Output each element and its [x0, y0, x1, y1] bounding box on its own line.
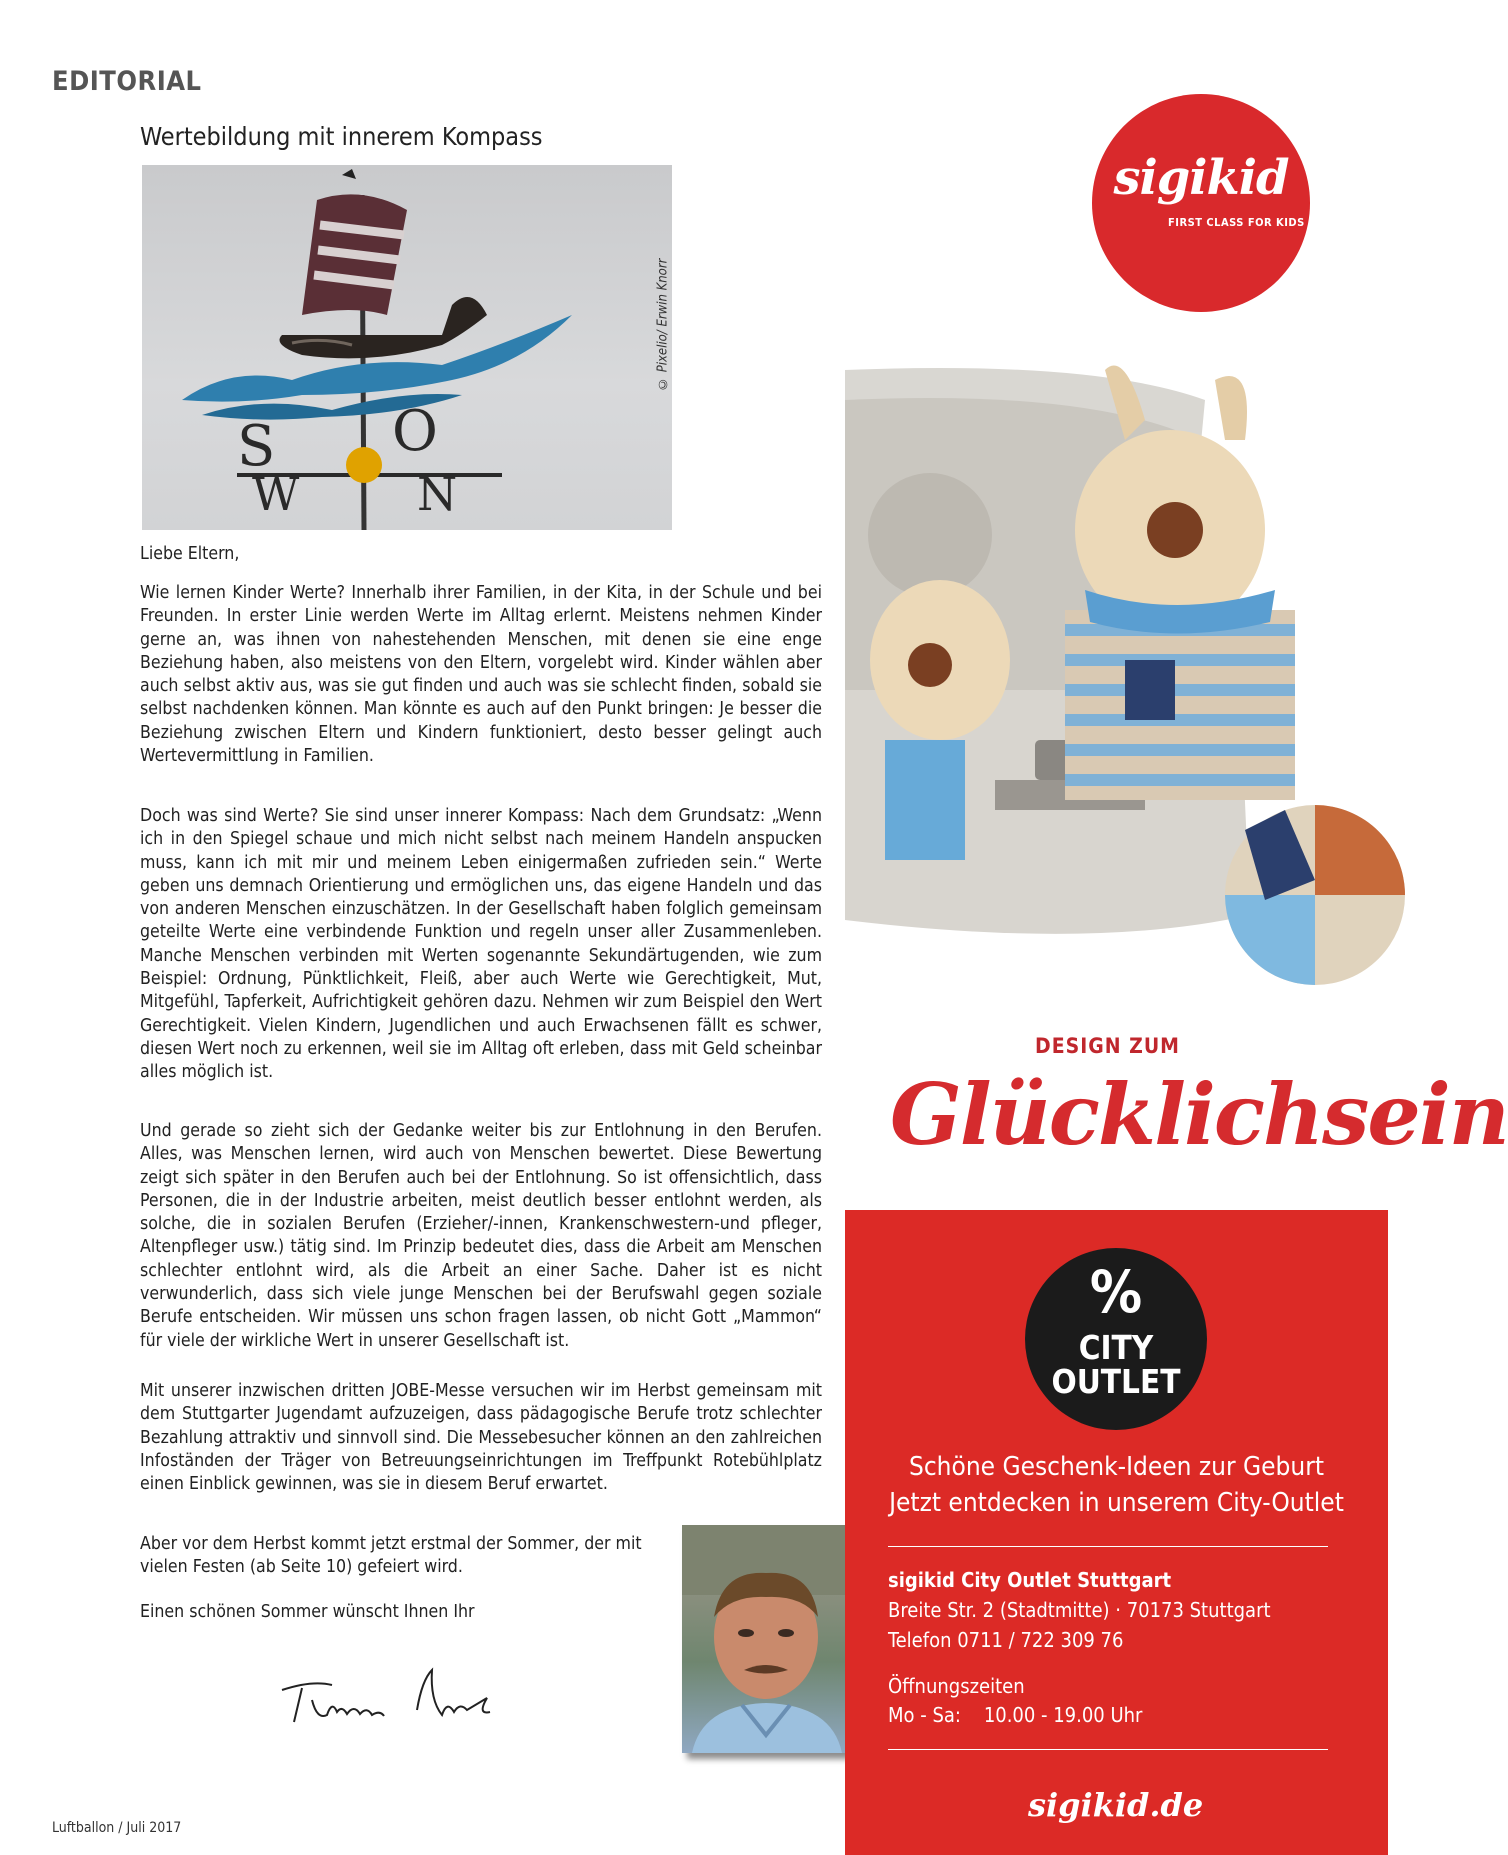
- toys-in-suitcase-photo: [845, 360, 1388, 1005]
- article-paragraph: Und gerade so zieht sich der Gedanke weiter bis zur Entlohnung in den Berufen. Alles, was Menschen lernen, wird auch von Menschen bewertet. Diese Bewertung zeigt sich später in den Berufen auch bei der Entlohnung. So ist offensichtlich, dass Personen, die in der Industrie arbeiten, meist deutlich besser entlohnt werden, als solche, die in sozialen Berufen (Erzieher/-innen, Krankenschwestern-und pfleger, Altenpfleger usw.) tätig sind. Im Prinzip bedeutet dies, dass die Arbeit am Menschen schlechter entlohnt wird, als die Arbeit an einer Sache. Daher ist es nicht verwunderlich, dass sich viele junge Menschen bei der Berufswahl gegen soziale Berufe entscheiden. Wir müssen uns schon fragen lassen, ob nicht Gott „Mammon“ für viele der wirkliche Wert in unserer Gesellschaft ist.: [140, 1121, 822, 1351]
- article-closing: Einen schönen Sommer wünscht Ihnen Ihr: [140, 1602, 475, 1622]
- divider: [888, 1749, 1328, 1750]
- badge-outlet: OUTLET: [1051, 1362, 1181, 1401]
- promo-line: Schöne Geschenk-Ideen zur Geburt: [908, 1452, 1325, 1482]
- store-name: sigikid City Outlet Stuttgart: [888, 1568, 1172, 1592]
- brand-tagline: FIRST CLASS FOR KIDS: [1168, 216, 1305, 229]
- svg-text:W: W: [252, 467, 300, 521]
- article-headline: Wertebildung mit innerem Kompass: [140, 122, 543, 151]
- svg-text:S: S: [237, 414, 276, 479]
- ad-design-line: DESIGN ZUM: [1035, 1034, 1180, 1058]
- website-link[interactable]: sigikid.de: [1028, 1786, 1204, 1824]
- badge-city: CITY: [1078, 1328, 1154, 1367]
- article-paragraph: Aber vor dem Herbst kommt jetzt erstmal der Sommer, der mit vielen Festen (ab Seite 10) gefeiert wird.: [140, 1534, 642, 1578]
- article-paragraph: Doch was sind Werte? Sie sind unser innerer Kompass: Nach dem Grundsatz: „Wenn ich in den Spiegel schaue und mich nicht selbst nach meinem Handeln anspucken muss, kann ich mit mir und meinem Leben einigermaßen zufrieden sein.“ Werte geben uns demnach Orientierung und ermöglichen uns, das eigene Handeln und das von anderen Menschen einzuschätzen. In der Gesellschaft haben folglich gemeinsam geteilte Werte eine verbindende Funktion und regeln unser aller Zusammenleben. Manche Menschen verbinden mit Werten sogenannte Sekundärtugenden, wie zum Beispiel: Ordnung, Pünktlichkeit, Fleiß, aber auch Werte wie Gerechtigkeit, Mut, Mitgefühl, Tapferkeit, Aufrichtigkeit gehören dazu. Nehmen wir zum Beispiel den Wert Gerechtigkeit. Vielen Kindern, Jugendlichen und auch Erwachsenen fällt es schwer, diesen Wert noch zu erkennen, weil sie im Alltag oft erleben, dass mit Geld scheinbar alles möglich ist.: [140, 806, 822, 1083]
- page-footer: Luftballon / Juli 2017: [52, 1820, 182, 1836]
- svg-text:N: N: [417, 467, 458, 521]
- svg-text:O: O: [392, 399, 438, 464]
- badge-percent: %: [1089, 1258, 1143, 1326]
- brand-logo: sigikid: [1113, 150, 1289, 206]
- article-paragraph: Mit unserer inzwischen dritten JOBE-Messe versuchen wir im Herbst gemeinsam mit dem Stuttgarter Jugendamt aufzuzeigen, dass pädagogische Berufe trotz schlechter Bezahlung attraktiv und sinnvoll sind. Die Messebesucher können an den zahlreichen Infoständen der Träger von Betreuungseinrichtungen im Treffpunkt Rotebühlplatz einen Einblick gewinnen, was sie in diesem Beruf erwartet.: [140, 1381, 822, 1495]
- divider: [888, 1546, 1328, 1547]
- photo-credit: © Pixelio/ Erwin Knorr: [655, 258, 671, 392]
- store-address: Breite Str. 2 (Stadtmitte) · 70173 Stuttgart: [888, 1598, 1271, 1622]
- author-photo: [682, 1525, 850, 1753]
- store-phone: Telefon 0711 / 722 309 76: [888, 1628, 1124, 1652]
- opening-hours-value: Mo - Sa: 10.00 - 19.00 Uhr: [888, 1703, 1143, 1727]
- ad-headline-script: Glücklichsein: [890, 1065, 1508, 1164]
- section-label: EDITORIAL: [52, 66, 202, 97]
- weathervane-photo: [142, 165, 672, 530]
- article-paragraph: Wie lernen Kinder Werte? Innerhalb ihrer Familien, in der Kita, in der Schule und bei Freunden. In erster Linie werden Werte im Alltag erlernt. Meistens nehmen Kinder gerne an, was ihnen von nahestehenden Menschen, mit denen sie eine enge Beziehung haben, also meistens von den Eltern, vorgelebt wird. Kinder wählen aber auch selbst aktiv aus, was sie gut finden und auch was sie schlecht finden, sobald sie selbst nachdenken können. Man könnte es auch auf den Punkt bringen: Je besser die Beziehung zwischen Eltern und Kindern funktioniert, desto besser gelingt auch Wertevermittlung in Familien.: [140, 583, 822, 767]
- opening-hours-label: Öffnungszeiten: [888, 1674, 1025, 1698]
- promo-line: Jetzt entdecken in unserem City-Outlet: [889, 1488, 1344, 1518]
- author-signature: [272, 1660, 502, 1730]
- article-greeting: Liebe Eltern,: [140, 544, 240, 564]
